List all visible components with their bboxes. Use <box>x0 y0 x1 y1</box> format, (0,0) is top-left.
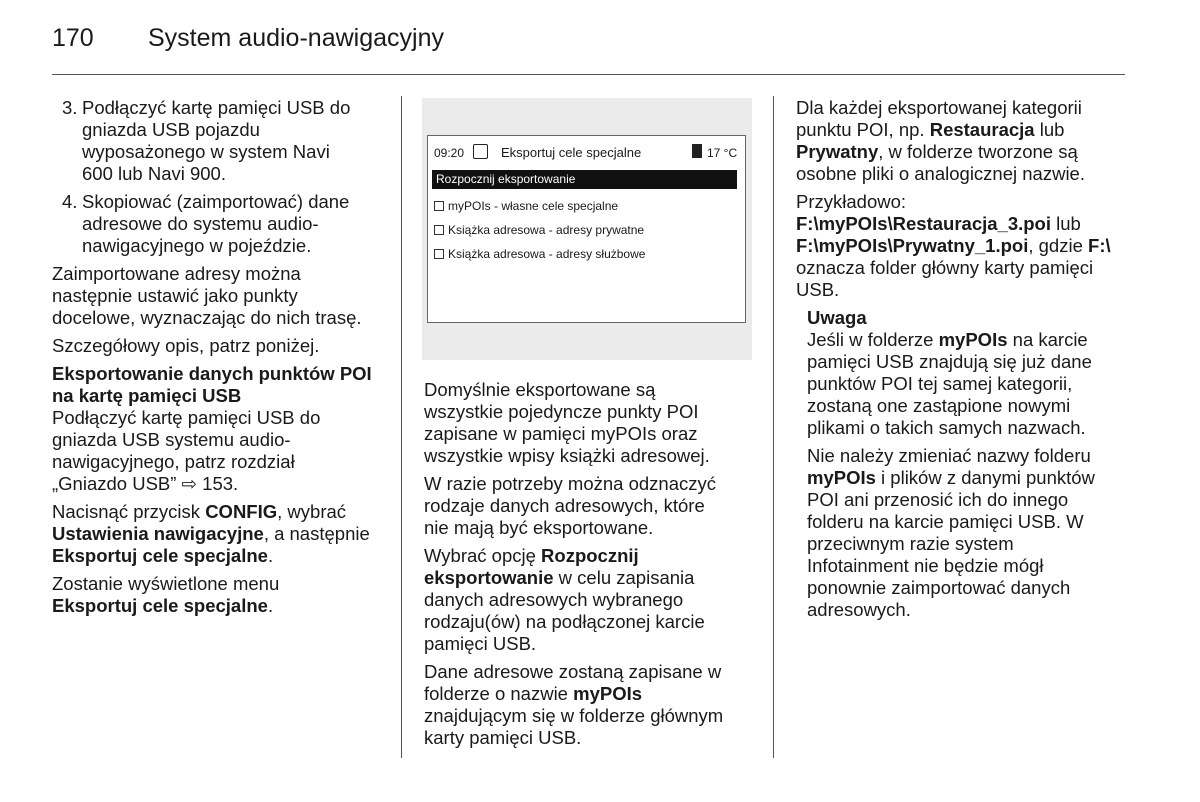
note-title: Uwaga <box>807 307 867 328</box>
menu-item-mypois[interactable]: myPOIs - własne cele specjalne <box>434 199 618 213</box>
checkbox-icon <box>434 225 444 235</box>
paragraph: Domyślnie eksportowane są wszystkie pojedyncze punkty POI zapisane w pamięci myPOIs oraz wszystkie wpisy książki adresowej. <box>424 379 710 466</box>
temperature: 17 °C <box>707 146 738 160</box>
column-1 <box>52 97 397 623</box>
paragraph: F:\myPOIs\Restauracja_3.poi lub F:\myPOIs\Prywatny_1.poi, gdzie F:\ oznacza folder główny karty pamięci USB. <box>796 213 1111 300</box>
paragraph: Dane adresowe zostaną zapisane w folderze o nazwie myPOIs znajdującym się w folderze głównym karty pamięci USB. <box>424 661 724 748</box>
column-3 <box>796 97 1126 627</box>
menu-item-business-addresses[interactable]: Książka adresowa - adresy służbowe <box>434 247 645 261</box>
menu-item-private-addresses[interactable]: Książka adresowa - adresy prywatne <box>434 223 644 237</box>
menu-item-start-export[interactable]: Rozpocznij eksportowanie <box>432 170 737 189</box>
paragraph: Zaimportowane adresy można następnie ustawić jako punkty docelowe, wyznaczając do nich trasę. <box>52 263 362 328</box>
paragraph: Szczegółowy opis, patrz poniżej. <box>52 335 320 356</box>
section-heading: Eksportowanie danych punktów POI na kartę pamięci USB <box>52 363 372 406</box>
checkbox-icon <box>434 249 444 259</box>
list-item: 4. Skopiować (zaimportować) dane adresowe do systemu audio- nawigacyjnego w pojeździe. <box>62 191 350 256</box>
paragraph: Wybrać opcję Rozpocznij eksportowanie w celu zapisania danych adresowych wybranego rodzaju(ów) na podłączonej karcie pamięci USB. <box>424 545 705 654</box>
header-rule <box>52 74 1125 75</box>
paragraph: Nie należy zmieniać nazwy folderu myPOIs i plików z danymi punktów POI ani przenosić ich do innego folderu na karcie pamięci USB. W przeciwnym razie system Infotainment nie będzie mógł ponownie zaimportować danych adresowych. <box>807 445 1095 620</box>
page-title: System audio-nawigacyjny <box>148 24 444 52</box>
thermometer-icon <box>692 144 702 158</box>
column-divider-1 <box>401 96 402 758</box>
screen-title: Eksportuj cele specjalne <box>501 145 642 160</box>
status-bar <box>428 136 745 166</box>
clock-time: 09:20 <box>434 146 465 160</box>
paragraph: Nacisnąć przycisk CONFIG, wybrać Ustawienia nawigacyjne, a następnie Eksportuj cele specjalne. <box>52 501 370 566</box>
paragraph: Przykładowo: <box>796 191 907 212</box>
column-2 <box>424 379 769 755</box>
paragraph: Dla każdej eksportowanej kategorii punktu POI, np. Restauracja lub Prywatny, w folderze tworzone są osobne pliki o analogicznej nazwie. <box>796 97 1085 184</box>
paragraph: W razie potrzeby można odznaczyć rodzaje danych adresowych, które nie mają być eksportowane. <box>424 473 717 538</box>
column-divider-2 <box>773 96 774 758</box>
display-screen <box>427 135 746 323</box>
menu-screenshot <box>422 98 752 360</box>
paragraph: Podłączyć kartę pamięci USB do gniazda USB systemu audio- nawigacyjnego, patrz rozdział „Gniazdo USB” ⇨ 153. <box>52 407 321 494</box>
paragraph: Jeśli w folderze myPOIs na karcie pamięci USB znajdują się już dane punktów POI tej samej kategorii, zostaną one zastąpione nowymi plikami o takich samych nazwach. <box>807 329 1092 438</box>
page-number: 170 <box>52 24 94 52</box>
clock-icon <box>473 144 488 159</box>
step-list <box>52 97 397 257</box>
checkbox-icon <box>434 201 444 211</box>
list-item: 3. Podłączyć kartę pamięci USB do gniazda USB pojazdu wyposażonego w system Navi 600 lub Navi 900. <box>62 97 351 184</box>
note-box <box>796 307 1126 621</box>
paragraph: Zostanie wyświetlone menu Eksportuj cele specjalne. <box>52 573 280 616</box>
